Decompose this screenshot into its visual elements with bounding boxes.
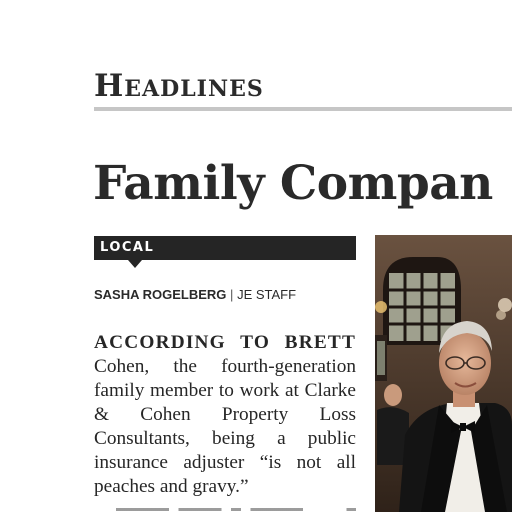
byline	[94, 286, 296, 304]
byline-author[interactable]: SASHA ROGELBERG	[94, 287, 227, 302]
man-in-tuxedo-photo-icon	[375, 235, 512, 512]
section-divider	[94, 107, 512, 111]
byline-separator: |	[230, 287, 234, 302]
article-lead-in: ACCORDING TO BRETT	[94, 332, 356, 353]
category-pointer-icon	[128, 260, 142, 268]
category-label[interactable]: LOCAL	[100, 240, 155, 255]
next-paragraph-cropped	[116, 505, 356, 511]
article-body	[94, 331, 356, 499]
article-text: Cohen, the fourth-generation family member to work at Clarke & Cohen Property Loss Consultants, being a public insurance adjuster “is not all peaches and gravy.”	[94, 356, 356, 497]
byline-role: JE STAFF	[237, 287, 297, 302]
article-photo[interactable]	[375, 235, 512, 512]
section-title: Headlines	[94, 68, 264, 104]
article-headline[interactable]: Family Compan	[93, 156, 493, 211]
